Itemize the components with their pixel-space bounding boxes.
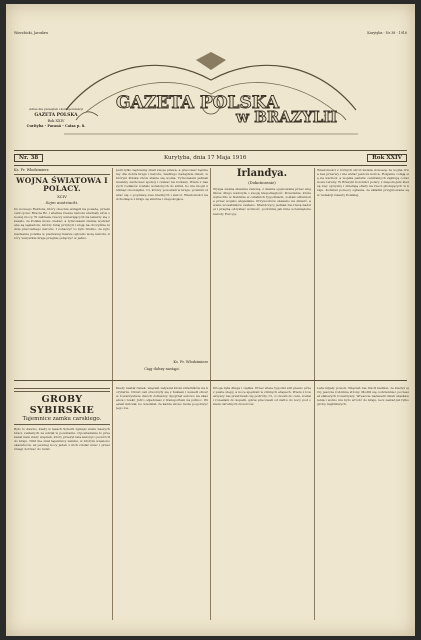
blurb-title: GAZETA POLSKA: [34, 112, 78, 118]
serial-body: Kiedy nastał ranek, więzień usłyszał kroki strażników na korytarzu. Drzwi celi otworzyły się z hukiem i wszedł oficer w towarzystwie dwóch żołnierzy. Spojrzał surowo na skazańca i rzekł: Jutro odjedziesz z transportem na północ. Więzień milczał, bo wiedział, że każde słowo może pogorszyć jego los.: [116, 386, 208, 411]
article-subtitle: Sejm austriacki.: [45, 200, 79, 205]
article-body: Jeśli tylko będziemy znali swoje prawa, a pracować będziemy dla dobra kraju i narodu, niedługo nadejdzie dzień, w którym Polska znów stanie się wolna. Tymczasem jednak musimy zachować spokój i czekać na rozkazy. Wielu z naszych rodaków zostało wcielonych do armii, bo nie mogli uniknąć obowiązku. Ci, którzy pozostali w kraju, powinni starać się o poprawę losu biednych i sierot. Wiadomości nadchodzące z kraju są smutne i niepokojące.: [116, 168, 208, 201]
serial-subtitle: Tajemnice zamku carskiego.: [22, 415, 102, 422]
divider: [14, 424, 110, 425]
column-2-bottom: [116, 386, 208, 621]
issue-year: Rok XXIV: [367, 154, 407, 162]
serial-title: GROBY SYBIRSKIE: [29, 393, 95, 416]
article-body: Wyspa zwana słusznie zieloną, z dawna opanowana przez Anglików, długo walczyła o swoją niepodległość. Powstanie, które wybuchło w Dublinie w ostatnich tygodniach, zostało stłumione przez wojsko angielskie. Przywódców skazano na śmierć, a wielu uczestników zesłano. Irlandczycy jednak nie tracą nadziei i pragną odzyskać wolność, podobnie jak inne uciemiężone narody Europy.: [213, 187, 311, 216]
article-body: Do nowego Rektora, który obecnie wstąpił na posadę, przemówił ojciec Bracia Rz. i wielkie rzesze narodu słuchały słów o nowej mocy. W zakresie rzeczy umierających na lekarzy się okazało, że Polska może czekać, a tymczasem ziemie wydzierane są sąsiadom, którzy tutaj przybyli i stoją na obczyźnie ludzie pracowitego narodu. I zobaczyć to było trudno, że zgromadzenie polskie w pierwszej mierze ogłosiło wolę narodu, który wszystkie kraje pragnie połączyć w jedno.: [14, 207, 110, 240]
article-signature: Ks. Fr. Włodzimierz: [173, 360, 208, 364]
divider: [14, 388, 110, 392]
serial-body: Lata mijały powoli. Więzień nie tracił nadziei, że kiedyś ujrzy jeszcze rodzinne strony. Modlił się codziennie i pocieszał słabszych towarzyszy. Wreszcie nadszedł dzień ułaskawienia i wolno mu było wrócić do kraju, lecz zastał już tylko groby najbliższych.: [317, 386, 409, 407]
article-title: WOJNA ŚWIATOWA I POLACY.: [16, 176, 108, 193]
column-2-top: [116, 168, 208, 371]
dateline: [14, 150, 407, 166]
article-subtitle: (Dokończenie): [248, 180, 276, 185]
article-body: Wiadomości z różnych stron świata donoszą, że wojna trwa bez przerwy i nie widać jeszcze końca. Rosjanie cofają się na wschód, a wojska państw centralnych zajmują coraz nowe tereny. W Brazylii koloniści polscy z niepokojem śledzą losy ojczyzny i zbierają ofiary na rzecz głodujących w kraju. Komitet pomocy ogłasza, że składki przyjmowane są w redakcji Gazety Polskiej.: [317, 168, 409, 197]
article-number: XCIV: [57, 194, 67, 199]
column-rule: [210, 168, 211, 620]
issue-date: Kurytyba, dnia 17 Maja 1916: [163, 155, 247, 161]
serial-body: Droga była długa i ciężka. Przez wiele tygodni szli pieszo przez puste stepy, a noce spędzali w zimnych etapach. Wielu z towarzyszy nie przetrwało tej podróży. Ci, co doszli do celu, zostali rozesłani do kopalń, gdzie pracowali od świtu do nocy pod okiem okrutnych dozorców.: [213, 386, 311, 407]
column-3-bottom: [213, 386, 311, 621]
top-left-text: Wierzbicki, Jarosław: [14, 31, 49, 35]
newspaper-page: [6, 4, 415, 636]
top-strip: [14, 31, 407, 35]
blurb-editor: Rok XXIV: [47, 118, 65, 123]
column-4-top: [317, 168, 409, 376]
masthead-title-2: w BRAZYLII: [236, 108, 338, 126]
column-3-top: [213, 168, 311, 377]
masthead: [46, 50, 376, 146]
column-1-top: [14, 168, 110, 382]
top-right-text: Kurytyba - Nr 38 - 1916: [367, 31, 407, 35]
masthead-title-1: GAZETA POLSKA: [116, 93, 280, 113]
serial-body: Było to dawno, kiedy w lasach Syberii zginęło wielu naszych braci, zesłanych za udział w powstaniu. Opowiadanie to przekazał nam stary więzień, który przeżył lata katorgi i powrócił do kraju. Nikt nie znał tajemnicy zamku, w którym więziono skazańców, aż pewnej nocy jeden z nich zdołał uciec i przez śniegi dotrzeć do ludzi.: [14, 426, 110, 451]
subscription-blurb: [16, 108, 96, 129]
blurb-intro: Adres dla przesyłek i korespondencji: [29, 107, 83, 111]
article-title: Irlandya.: [236, 168, 288, 179]
divider: [14, 174, 110, 175]
blurb-address: Curityba - Paraná - Caixa p. 8.: [26, 124, 86, 129]
column-4-bottom: [317, 386, 409, 621]
column-rule: [314, 168, 315, 620]
masthead-ornament: [46, 50, 376, 146]
article-endnote: Ciąg dalszy nastąpi.: [144, 367, 180, 371]
article-byline: Ks. Fr. Włodzimierz: [14, 168, 49, 172]
column-rule: [112, 168, 113, 620]
issue-number: Nr. 38: [14, 154, 43, 162]
section-divider: [14, 380, 407, 381]
column-1-bottom: [14, 386, 110, 632]
